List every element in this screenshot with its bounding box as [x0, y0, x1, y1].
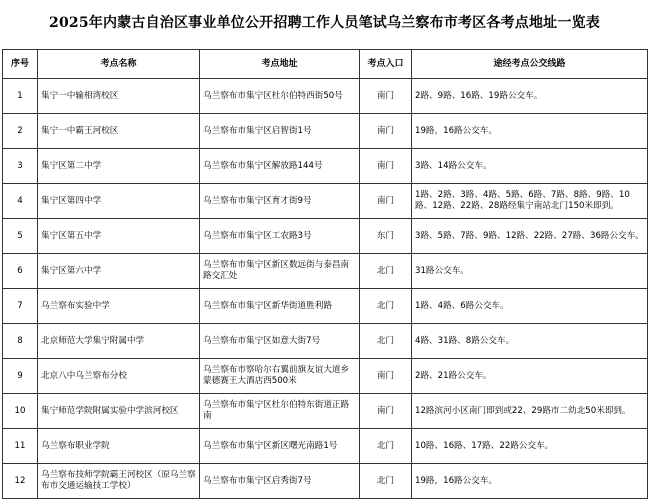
row-index: 5	[3, 219, 38, 254]
row-name: 集宁区第六中学	[38, 254, 200, 289]
row-bus: 19路，16路公交车。	[412, 464, 648, 499]
header-bus: 途经考点公交线路	[412, 50, 648, 79]
row-gate: 南门	[360, 114, 412, 149]
row-bus: 4路、31路、8路公交车。	[412, 324, 648, 359]
row-index: 7	[3, 289, 38, 324]
row-name: 乌兰察布职业学院	[38, 429, 200, 464]
header-index: 序号	[3, 50, 38, 79]
row-bus: 1路、4路、6路公交车。	[412, 289, 648, 324]
row-index: 2	[3, 114, 38, 149]
row-gate: 北门	[360, 324, 412, 359]
row-index: 9	[3, 359, 38, 394]
row-bus: 2路、21路公交车。	[412, 359, 648, 394]
header-gate: 考点入口	[360, 50, 412, 79]
table-row	[3, 149, 648, 184]
row-address: 乌兰察布市集宁区启秀街7号	[200, 464, 360, 499]
row-bus: 10路、16路、17路、22路公交车。	[412, 429, 648, 464]
row-bus: 12路滨河小区南门即到或22、29路市二幼北50米即到。	[412, 394, 648, 429]
row-address: 乌兰察布市集宁区新区曙光南路1号	[200, 429, 360, 464]
row-address: 乌兰察布市集宁区杜尔伯特西街50号	[200, 79, 360, 114]
table-row	[3, 359, 648, 394]
table-row	[3, 114, 648, 149]
exam-sites-table	[2, 49, 648, 499]
document-title: 2025年内蒙古自治区事业单位公开招聘工作人员笔试乌兰察布市考区各考点地址一览表	[49, 15, 600, 31]
row-name: 集宁区第二中学	[38, 149, 200, 184]
row-address: 乌兰察布市集宁区新区数远街与泰昌南路交汇处	[200, 254, 360, 289]
table-row	[3, 219, 648, 254]
row-index: 8	[3, 324, 38, 359]
row-index: 11	[3, 429, 38, 464]
row-gate: 南门	[360, 394, 412, 429]
row-name: 集宁一中输相湾校区	[38, 79, 200, 114]
header-name: 考点名称	[38, 50, 200, 79]
row-name: 北京师范大学集宁附属中学	[38, 324, 200, 359]
row-gate: 南门	[360, 79, 412, 114]
row-index: 3	[3, 149, 38, 184]
row-gate: 东门	[360, 219, 412, 254]
row-address: 乌兰察布市集宁区如意大街7号	[200, 324, 360, 359]
row-index: 4	[3, 184, 38, 219]
row-bus: 2路、9路、16路、19路公交车。	[412, 79, 648, 114]
header-address: 考点地址	[200, 50, 360, 79]
row-index: 10	[3, 394, 38, 429]
row-index: 12	[3, 464, 38, 499]
row-name: 北京八中乌兰察布分校	[38, 359, 200, 394]
row-gate: 南门	[360, 359, 412, 394]
row-address: 乌兰察布市集宁区杜尔伯特东街道正路南	[200, 394, 360, 429]
table-row	[3, 254, 648, 289]
table-row	[3, 464, 648, 499]
row-name: 集宁区第四中学	[38, 184, 200, 219]
row-gate: 北门	[360, 464, 412, 499]
row-name: 乌兰察布实验中学	[38, 289, 200, 324]
row-bus: 3路、14路公交车。	[412, 149, 648, 184]
row-index: 1	[3, 79, 38, 114]
row-name: 集宁师范学院附属实验中学滨河校区	[38, 394, 200, 429]
row-name: 集宁一中霸王河校区	[38, 114, 200, 149]
table-row	[3, 429, 648, 464]
table-row	[3, 324, 648, 359]
row-gate: 北门	[360, 429, 412, 464]
row-gate: 南门	[360, 149, 412, 184]
row-gate: 南门	[360, 184, 412, 219]
row-bus: 3路、5路、7路、9路、12路、22路、27路、36路公交车。	[412, 219, 648, 254]
row-name: 集宁区第五中学	[38, 219, 200, 254]
row-bus: 19路，16路公交车。	[412, 114, 648, 149]
row-address: 乌兰察布市集宁区工农路3号	[200, 219, 360, 254]
row-address: 乌兰察布市集宁区解放路144号	[200, 149, 360, 184]
row-bus: 1路、2路、3路、4路、5路、6路、7路、8路、9路、10路、12路、22路、28路经集宁南站北门150米即到。	[412, 184, 648, 219]
row-index: 6	[3, 254, 38, 289]
row-address: 乌兰察布市察哈尔右翼前旗友谊大道乡蒙德赛王大酒店西500米	[200, 359, 360, 394]
table-row	[3, 184, 648, 219]
row-address: 乌兰察布市集宁区育才街9号	[200, 184, 360, 219]
row-bus: 31路公交车。	[412, 254, 648, 289]
table-row	[3, 289, 648, 324]
table-row	[3, 394, 648, 429]
table-header-row	[3, 50, 648, 79]
row-address: 乌兰察布市集宁区新华街道胜利路	[200, 289, 360, 324]
row-gate: 北门	[360, 289, 412, 324]
row-name: 乌兰察布技师学院霸王河校区（原乌兰察布市交通运输技工学校）	[38, 464, 200, 499]
row-gate: 北门	[360, 254, 412, 289]
table-row	[3, 79, 648, 114]
row-address: 乌兰察布市集宁区启智街1号	[200, 114, 360, 149]
